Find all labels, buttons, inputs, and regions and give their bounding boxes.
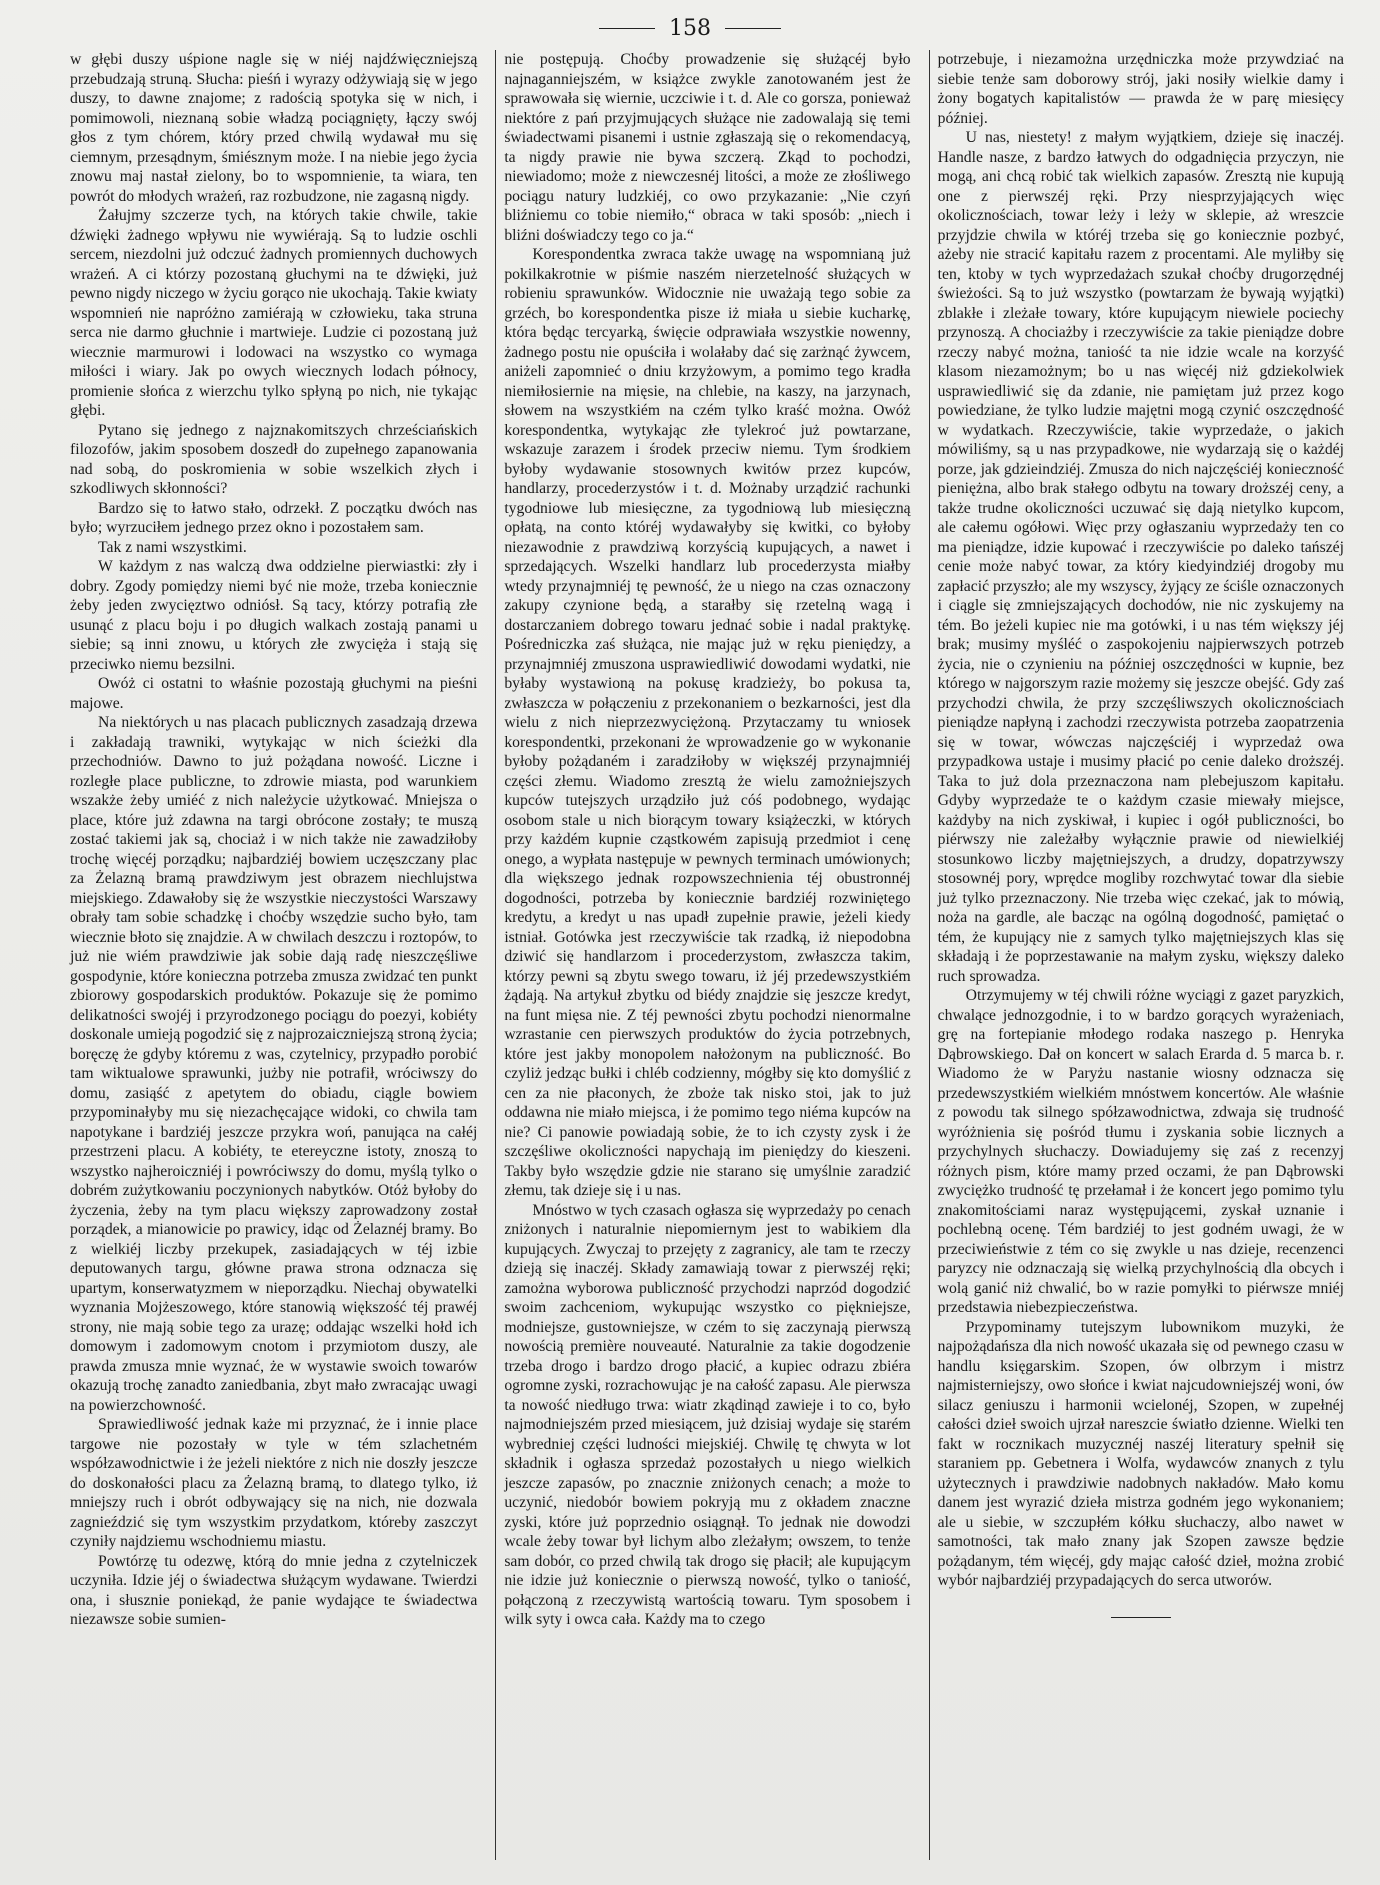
column-2 <box>495 50 918 1860</box>
page-number: 158 <box>669 16 711 41</box>
end-divider <box>1111 1617 1171 1618</box>
paragraph: Korespondentka zwraca także uwagę na wspomnianą już pokilkakrotnie w piśmie naszém nierzetelność służących w robieniu sprawunków. Widocznie nie uważają tego sobie za grzéch, bo korespondentka pisze iż miała u siebie kucharkę, która będąc tercyarką, święcie odprawiała wszystkie nowenny, żadnego postu nie opuściła i wolałaby dać się zarżnąć żywcem, aniżeli zapomnieć o dniu krzyżowym, a pomimo tego kradła niemiłosiernie na mięsie, na chlebie, na kaszy, na jarzynach, słowem na wszystkiém na czém tylko kraść można. Owóż korespondentka, wytykając złe tylekroć już powtarzane, wskazuje zarazem i środek przeciw niemu. Tym środkiem byłoby wydawanie stosownych kwitów przez kupców, handlarzy, procederzystów i t. d. Możnaby urządzić rachunki tygodniowe lub miesięczne, za tygodniową lub miesięczną opłatą, na conto któréj wydawałyby się kwitki, co byłoby niezawodnie z prawdziwą korzyścią kupujących, a nawet i sprzedających. Wszelki handlarz lub procederzysta miałby wtedy przynajmniéj tę pewność, że u niego na czas oznaczony zakupy czynione będą, a starałby się rzetelną wagą i dostarczaniem dobrego towaru jednać sobie i nadal praktykę. Pośredniczka zaś służąca, nie mając już w ręku pieniędzy, a przynajmniéj zmuszona usprawiedliwić dowodami wydatki, nie byłaby wystawioną na pokusę kradzieży, bo pokusa ta, zwłaszcza w połączeniu z przekonaniem o bezkarności, jest dla wielu z nich nieprzezwyciężoną. Przytaczamy tu wniosek korespondentki, przekonani że wprowadzenie go w wykonanie byłoby pożądaném i zaradziłoby w większéj przynajmniéj części złemu. Wiadomo zresztą że wielu zamożniejszych kupców tutejszych urządziło już cóś podobnego, wydając osobom stale u nich biorącym towary książeczki, w których przy każdém kupnie cząstkowém zapisują przedmiot i cenę onego, a wypłata następuje w pewnych terminach umówionych; dla większego jednak rozpowszechnienia téj obustronnéj dogodności, potrzeba by koniecznie bardziéj rozwiniętego kredytu, a kredyt u nas upadł zupełnie prawie, jeżeli kiedy istniał. Gotówka jest rzeczywiście tak rzadką, iż niepodobna dziwić się handlarzom i procederzystom, zwłaszcza takim, którzy pewni są zbytu swego towaru, iż jéj przedewszystkiém żądają. Na artykuł zbytku od biédy znajdzie się jeszcze kredyt, na funt mięsa nie. Z téj pewności zbytu pochodzi nienormalne wzrastanie cen pierwszych produktów do życia potrzebnych, które jest jakby monopolem nałożonym na publiczność. Bo czyliż jedząc bułki i chléb codzienny, mógłby się kto domyślić z cen za nie płaconych, że zboże tak nisko stoi, jak to już oddawna nie miało miejsca, i że pomimo tego niéma kupców na nie? Ci panowie powiadają sobie, że to ich czysty zysk i że szczęśliwe okoliczności napychają im pieniędzy do kieszeni. Takby było wszędzie gdzie nie starano się umyślnie zaradzić złemu, tak dzieje się i u nas. <box>504 246 911 1199</box>
paragraph: Bardzo się to łatwo stało, odrzekł. Z początku dwóch nas było; wyrzuciłem jednego przez okno i pozostałem sam. <box>70 499 478 536</box>
paragraph: Otrzymujemy w téj chwili różne wyciągi z gazet paryzkich, chwalące jednozgodnie, i to w bardzo gorących wyrażeniach, grę na fortepianie młodego rodaka naszego p. Henryka Dąbrowskiego. Dał on koncert w salach Erarda d. 5 marca b. r. Wiadomo że w Paryżu nastanie wiosny odznacza się przedewszystkiém wielkiém mnóstwem koncertów. Ale właśnie z powodu tak silnego spółzawodnictwa, zdwaja się trudność wyróżnienia się pośród tłumu i zyskania sobie licznych a przychylnych słuchaczy. Dowiadujemy się zaś z recenzyj różnych pism, które mamy przed oczami, że pan Dąbrowski zwyciężko trudność tę przełamał i że koncert jego pomimo tylu znakomitościami naraz występującemi, zyskał uznanie i pochlebną ocenę. Tém bardziéj to jest godném uwagi, że w przeciwieństwie z tém co się zwykle u nas dzieje, recenzenci paryzcy nie odznaczają się wielką przychylnością dla obcych i wolą ganić niż chwalić, bo w razie pomyłki to piérwsze mniéj przedstawia niebezpieczeństwa. <box>937 987 1344 1316</box>
paragraph: W każdym z nas walczą dwa oddzielne pierwiastki: zły i dobry. Zgody pomiędzy niemi być nie może, trzeba koniecznie żeby jeden zwycięztwo odniósł. Są tacy, którzy potrafią złe usunąć z placu boju i po długich walkach zostają panami u siebie; są inni znowu, u których złe zwycięża i stają się przeciwko niemu bezsilni. <box>70 558 478 673</box>
column-3 <box>929 50 1352 1860</box>
paragraph: U nas, niestety! z małym wyjątkiem, dzieje się inaczéj. Handle nasze, z bardzo łatwych do odgadnięcia przyczyn, nie mogą, ani chcą robić tak wielkich zapasów. Zresztą nie kupują one z pierwszéj ręki. Przy niesprzyjających więc okolicznościach, towar leży i leży w sklepie, aż wreszcie przyjdzie chwila w któréj trzeba się go koniecznie pozbyć, ażeby nie stracić kapitału razem z procentami. Ale myliłby się ten, ktoby w tych wyprzedażach szukał choćby drugorzędnéj świeżości. Są to już wszystko (powtarzam że bywają wyjątki) zblakłe i zleżałe towary, które kupującym niewiele pociechy przynoszą. A chociażby i rzeczywiście za takie pieniądze dobre rzeczy nabyć można, taniość ta nie idzie wcale na korzyść klasom niezamożnym; bo u nas więcéj niż gdziekolwiek usprawiedliwić się da zdanie, nie pamiętam już przez kogo powiedziane, że tylko ludzie majętni mogą czynić oszczędność w wydatkach. Rzeczywiście, takie wyprzedaże, o jakich mówiliśmy, są u nas przypadkowe, nie wydarzają się o każdéj porze, jak gdzieindziéj. Zmusza do nich najczęściéj konieczność pieniężna, albo brak stałego odbytu na towary droższéj ceny, a także trudne okoliczności uczuwać się dają nietylko kupcom, ale całemu ogółowi. Więc przy ogłaszaniu wyprzedaży ten co ma pieniądze, idzie kupować i rzeczywiście po daleko tańszéj cenie może nabyć towar, za który kiedyindziéj drogoby mu zapłacić przyszło; ale my wszyscy, żyjący ze ściśle oznaczonych i ciągle się zmniejszających dochodów, nie nic zyskujemy na tém. Bo jeżeli kupiec nie ma gotówki, i u nas tém większy jéj brak; musimy myśléć o zaspokojeniu najpierwszych potrzeb życia, nie o czynieniu na później oszczędności w kupnie, bez którego w najgorszym razie możemy się jeszcze obejść. Gdy zaś przychodzi chwila, że przy szczęśliwszych okolicznościach pieniądze napłyną i zachodzi rzeczywista potrzeba zaopatrzenia się w towar, wówczas najczęściéj i wyprzedaż owa przypadkowa ustaje i musimy płacić po cenie daleko droższéj. Taka to już dola przeznaczona nam plebejuszom kapitału. Gdyby wyprzedaże te o każdym czasie miewały miejsce, każdyby na nich zyskiwał, i kupiec i ogół publiczności, bo piérwszy nie zależałby wyłącznie prawie od niewielkiéj stosunkowo liczby majętniejszych, a drudzy, dopatrzywszy stosownéj pory, wprędce mogliby rozchwytać towar dla siebie już tylko przeznaczony. Nie trzeba więc czekać, jak to mówią, noża na gardle, ale bacząc na ogólną dogodność, pamiętać o tém, że kupujący nie z samych tylko majętniejszych klas się składają i że poprzestawanie na małym zysku, większy daleko ruch sprowadza. <box>937 129 1344 985</box>
column-1 <box>62 50 485 1860</box>
paragraph: w głębi duszy uśpione nagle się w niéj najdźwięczniejszą przebudzają struną. Słucha: pieśń i wyrazy odżywiają się w jego duszy, to dawne znajome; z radością spotyka się w nich, i pomimowoli, nieznaną sobie władzą pociągnięty, łączy swój głos z tym chórem, który przed chwilą wydawał mu się ciemnym, przesądnym, śmiésznym może. I na niebie jego życia znowu maj nastał zielony, bo to wspomnienie, ta wiara, ten powrót do młodych wrażeń, raz rozbudzone, nie zagasną nigdy. <box>70 51 478 205</box>
paragraph: potrzebuje, i niezamożna urzędniczka może przywdziać na siebie tenże sam doborowy strój, jaki nosiły wielkie damy i żony bogatych kapitalistów — prawda że w parę miesięcy później. <box>937 51 1344 127</box>
header-rule-right <box>725 28 781 29</box>
text-columns <box>62 50 1352 1860</box>
paragraph: Mnóstwo w tych czasach ogłasza się wyprzedaży po cenach zniżonych i naturalnie niepomiernym jest to wabikiem dla kupujących. Zwyczaj to przejęty z zagranicy, ale tam te rzeczy dzieją się inaczéj. Składy zamawiają towar z pierwszéj ręki; zamożna wyborowa publiczność przychodzi naprzód dogodzić swoim zachceniom, wykupując wszystko co piękniejsze, modniejsze, gustowniejsze, w czém to się zaczynają pierwszą nowością première nouveauté. Naturalnie za takie dogodzenie trzeba drogo i bardzo drogo płacić, a kupiec odrazu zbiéra ogromne zyski, rozrachowując je na całość zapasu. Ale pierwsza ta nowość niedługo trwa: wiatr zkądinąd zawieje i to co, było najmodniejszém przed miesiącem, już dzisiaj wydaje się starém wybredniej części ludności miejskiéj. Chwilę tę chwyta w lot składnik i ogłasza sprzedaż pozostałych u niego wielkich jeszcze zapasów, po znacznie zniżonych cenach; a może to uczynić, niedobór bowiem pokryją mu z okładem znaczne zyski, które już poprzednio osiągnął. To jednak nie dowodzi wcale żeby towar był lichym albo zleżałym; owszem, to tenże sam dobór, co przed chwilą tak drogo się płacił; ale kupującym nie idzie już koniecznie o pierwszą nowość, tylko o taniość, połączoną z rzeczywistą wartością towaru. Tym sposobem i wilk syty i owca cała. Każdy ma to czego <box>504 1201 911 1628</box>
paragraph: Przypominamy tutejszym lubownikom muzyki, że najpożądańsza dla nich nowość ukazała się od pewnego czasu w handlu księgarskim. Szopen, ów olbrzym i mistrz najmisterniejszy, owo słońce i kwiat najcudowniejszéj woni, ów silacz geniuszu i harmonii wcielonéj, Szopen, w zupełnéj całości dzieł swoich ujrzał nareszcie światło dzienne. Wielki ten fakt w rocznikach muzycznéj naszéj literatury spełnił się staraniem pp. Gebetnera i Wolfa, wydawców znanych z tylu użytecznych i prawdziwie nadobnych nakładów. Mało komu danem jest wyrazić dzieła mistrza godném jego wykonaniem; ale u siebie, w szczupłém kółku słuchaczy, albo nawet w samotności, tak mało znany jak Szopen zawsze będzie pożądanym, tém więcéj, gdy mając całość dzieł, można zrobić wybór najbardziéj przypadających do serca utworów. <box>937 1318 1344 1589</box>
page-header <box>0 16 1380 41</box>
paragraph: Pytano się jednego z najznakomitszych chrześciańskich filozofów, jakim sposobem doszedł do zupełnego zapanowania nad sobą, do poskromienia w sobie wszelkich złych i szkodliwych skłonności? <box>70 421 478 497</box>
header-rule-left <box>599 28 655 29</box>
paragraph: Tak z nami wszystkimi. <box>98 538 247 556</box>
paragraph: Żałujmy szczerze tych, na których takie chwile, takie dźwięki żadnego wpływu nie wywiérają. Są to ludzie oschli sercem, niezdolni już odczuć żadnych promiennych duchowych wrażeń. A ci którzy pozostaną głuchymi na te dźwięki, już pewno nigdy niczego w życiu gorąco nie ukochają. Takie kwiaty wspomnień nie napróżno zamiérają w człowieku, taka struna serca nie darmo głuchnie i martwieje. Ludzie ci pozostaną już wiecznie marmurowi i lodowaci na wszystko co wymaga miłości i wiary. Jak po owych wiecznych lodach północy, promienie słońca z wierzchu tylko spłyną po nich, nie tykając głębi. <box>70 207 478 419</box>
paragraph: Powtórzę tu odezwę, którą do mnie jedna z czytelniczek uczyniła. Idzie jéj o świadectwa służącym wydawane. Twierdzi ona, i słusznie poniekąd, że panie wydające te świadectwa niezawsze sobie sumien- <box>70 1552 478 1628</box>
paragraph: Sprawiedliwość jednak każe mi przyznać, że i innie place targowe nie pozostały w tyle w tém szlachetném współzawodnictwie i że jeżeli niektóre z nich nie doszły jeszcze do doskonałości placu za Żelazną bramą, to dlatego tylko, iż mniejszy ruch i obrót odbywający się na nich, nie dozwala zagnieździć się tym wszystkim przydatkom, któreby zaszczyt czyniły najdziemu wschodniemu miastu. <box>70 1416 478 1550</box>
paragraph: Owóż ci ostatni to właśnie pozostają głuchymi na pieśni majowe. <box>70 675 478 712</box>
paragraph: Na niektórych u nas placach publicznych zasadzają drzewa i zakładają trawniki, wytykając w nich ścieżki dla przechodniów. Dawno to już pożądana nowość. Liczne i rozległe place publiczne, to zdrowie miasta, pod warunkiem wszakże żeby umiéć z nich należycie użytkować. Mniejsza o place, które już zdawna na targi obrócone zostały; te muszą zostać takiemi jak są, chociaż i w nich także nie zawadziłoby trochę więcéj porządku; najbardziéj bowiem uczęszczany plac za Żelazną bramą prawdziwym jest obrazem niechlujstwa miejskiego. Zdawałoby się że wszystkie nieczystości Warszawy obrały tam sobie schadzkę i choćby wszędzie sucho było, tam wiecznie błoto się znajdzie. A w chwilach deszczu i roztopów, to już nie wiém prawdziwie jak sobie dają radę nieszczęśliwe gospodynie, które konieczna potrzeba zmusza zwidzać ten punkt zbiorowy gospodarskich produktów. Pokazuje się że pomimo delikatności swojéj i przyrodzonego pociągu do poezyi, kobiéty doskonale umieją pogodzić się z najprozaiczniejszą stroną życia; boręczę że gdyby któremu z was, czytelnicy, przypadło porobić tam wiktualowe sprawunki, jużby nie potrafił, wróciwszy do domu, zasiąść z apetytem do obiadu, ciągle bowiem przypominałyby mu się niezachęcające widoki, co chwila tam napotykane i bardziéj jeszcze przykra woń, panująca na całéj przestrzeni placu. A kobiéty, te etereyczne istoty, znoszą to wszystko najheroiczniéj i powróciwszy do domu, myślą tylko o dobrém zużytkowaniu poczynionych nabytków. Otóż byłoby do życzenia, żeby na tym placu większy zaprowadzony został porządek, a mianowicie po prawicy, idąc od Żelaznéj bramy. Bo z wielkiéj liczby przekupek, zasiadających w téj izbie deputowanych targu, główne prawa strona odznacza się upartym, konserwatyzmem w nieporządku. Niechaj obywatelki wyznania Mojżeszowego, które stanowią większość téj prawéj strony, nie mają sobie tego za urazę; oddając wszelki hołd ich domowym i zadomowym cnotom i przymiotom duszy, ale prawda zmusza mnie wyznać, że w wystawie swoich towarów okazują trochę zanadto zaniedbania, zbyt mało zwracając uwagi na powierzchowność. <box>70 714 478 1414</box>
paragraph: nie postępują. Choćby prowadzenie się służącéj było najnaganniejszém, w książce zwykle zanotowaném jest że sprawowała się wiernie, uczciwie i t. d. Ale co gorsza, ponieważ niektóre z pań przyjmujących służące nie zadowalają się temi świadectwami pisanemi i ustnie zgłaszają się o rekomendacyą, ta nigdy prawie nie bywa szczerą. Zkąd to pochodzi, niewiadomo; może z niewczesnéj litości, a może ze złośliwego pociągu natury ludzkiéj, co owo przykazanie: „Nie czyń bliźniemu co tobie niemiło,“ obraca w taki sposób: „niech i bliźni doświadczy tego co ja.“ <box>504 51 911 244</box>
